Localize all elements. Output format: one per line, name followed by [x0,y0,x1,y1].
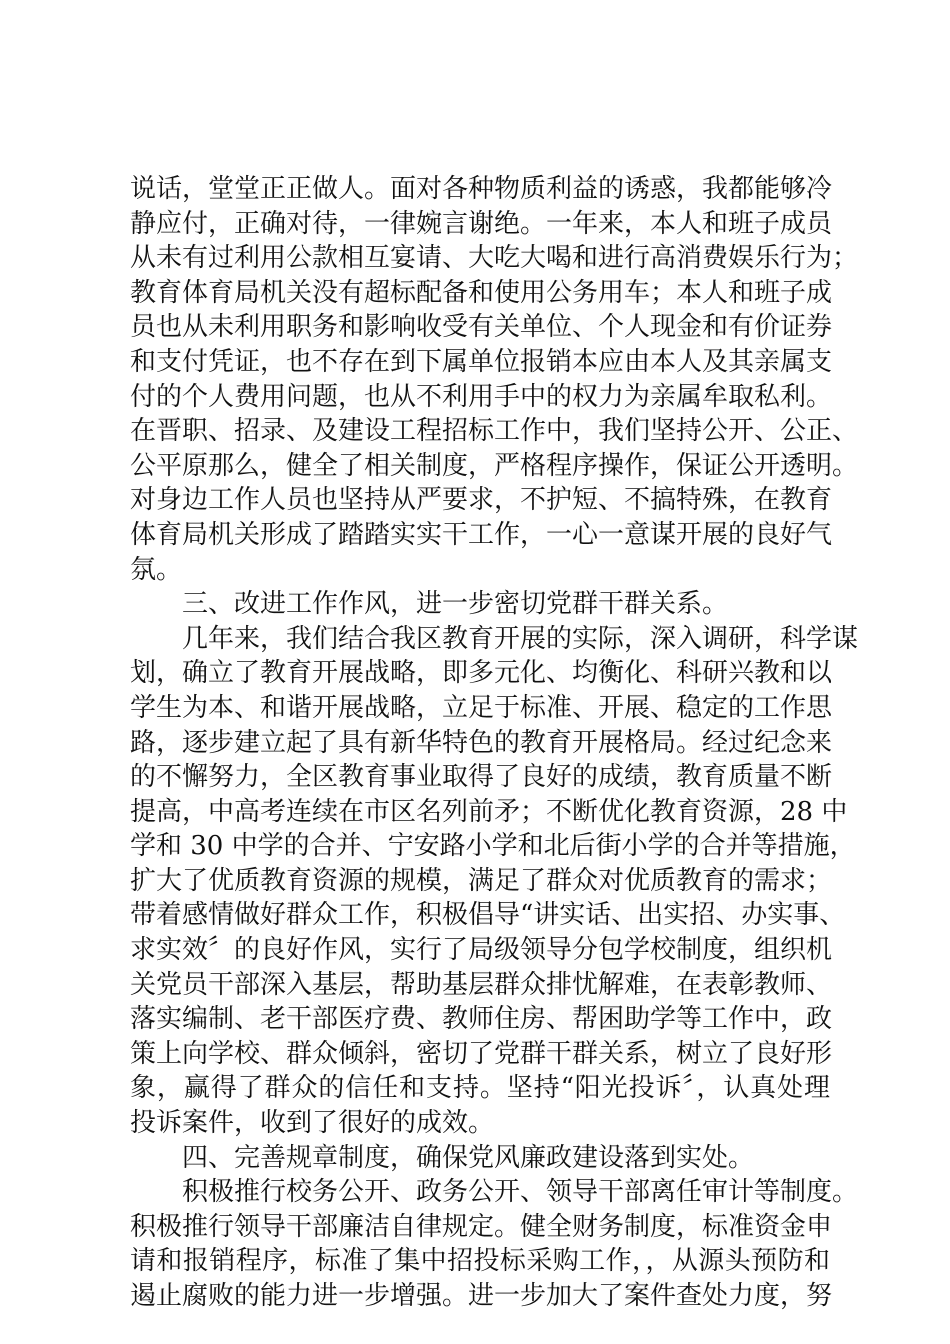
text-line: 从未有过利用公款相互宴请、大吃大喝和进行高消费娱乐行为； [130,243,859,274]
text-line: 落实编制、老干部医疗费、教师住房、帮困助学等工作中，政 [130,1004,833,1035]
text-line: 员也从未利用职务和影响收受有关单位、个人现金和有价证券 [130,312,833,343]
text-line: 提高，中高考连续在市区名列前矛；不断优化教育资源，28 中 [130,796,848,827]
text-line: 路，逐步建立起了具有新华特色的教育开展格局。经过纪念来 [130,727,833,758]
text-line: 教育体育局机关没有超标配备和使用公务用车；本人和班子成 [130,277,833,308]
text-line: 学和 30 中学的合并、宁安路小学和北后街小学的合并等措施， [130,831,856,862]
text-line: 扩大了优质教育资源的规模，满足了群众对优质教育的需求； [130,865,833,896]
text-line: 几年来，我们结合我区教育开展的实际，深入调研，科学谋 [182,623,859,654]
text-line: 投诉案件，收到了很好的成效。 [130,1108,495,1139]
text-line: 积极推行领导干部廉洁自律规定。健全财务制度，标准资金申 [130,1211,833,1242]
text-line: 静应付，正确对待，一律婉言谢绝。一年来，本人和班子成员 [130,208,833,239]
text-line: 策上向学校、群众倾斜，密切了党群干群关系，树立了良好形 [130,1038,833,1069]
text-line: 体育局机关形成了踏踏实实干工作，一心一意谋开展的良好气 [130,519,833,550]
text-line: 付的个人费用问题，也从不利用手中的权力为亲属牟取私利。 [130,381,833,412]
text-line: 象，赢得了群众的信任和支持。坚持“阳光投诉〞，认真处理 [130,1073,830,1104]
text-line: 三、改进工作作风，进一步密切党群干群关系。 [182,589,729,620]
text-line: 遏止腐败的能力进一步增强。进一步加大了案件查处力度，努 [130,1281,833,1311]
text-line: 四、完善规章制度，确保党风廉政建设落到实处。 [182,1142,755,1173]
text-line: 积极推行校务公开、政务公开、领导干部离任审计等制度。 [182,1177,859,1208]
text-line: 和支付凭证，也不存在到下属单位报销本应由本人及其亲属支 [130,346,833,377]
text-line: 关党员干部深入基层，帮助基层群众排忧解难，在表彰教师、 [130,969,833,1000]
text-line: 求实效〞的良好作风，实行了局级领导分包学校制度，组织机 [130,935,833,966]
text-line: 氛。 [130,554,183,585]
text-line: 带着感情做好群众工作，积极倡导“讲实话、出实招、办实事、 [130,900,846,931]
document-body-text [130,172,859,1314]
text-line: 请和报销程序，标准了集中招投标采购工作，，从源头预防和 [130,1246,830,1277]
text-line: 学生为本、和谐开展战略，立足于标准、开展、稳定的工作思 [130,692,833,723]
text-line: 对身边工作人员也坚持从严要求，不护短、不搞特殊，在教育 [130,485,833,516]
text-line: 说话，堂堂正正做人。面对各种物质利益的诱惑，我都能够冷 [130,174,833,204]
text-line: 划，确立了教育开展战略，即多元化、均衡化、科研兴教和以 [130,658,833,689]
text-line: 公平原那么，健全了相关制度，严格程序操作，保证公开透明。 [130,450,859,481]
text-line: 在晋职、招录、及建设工程招标工作中，我们坚持公开、公正、 [130,416,859,447]
text-line: 的不懈努力，全区教育事业取得了良好的成绩，教育质量不断 [130,762,833,793]
